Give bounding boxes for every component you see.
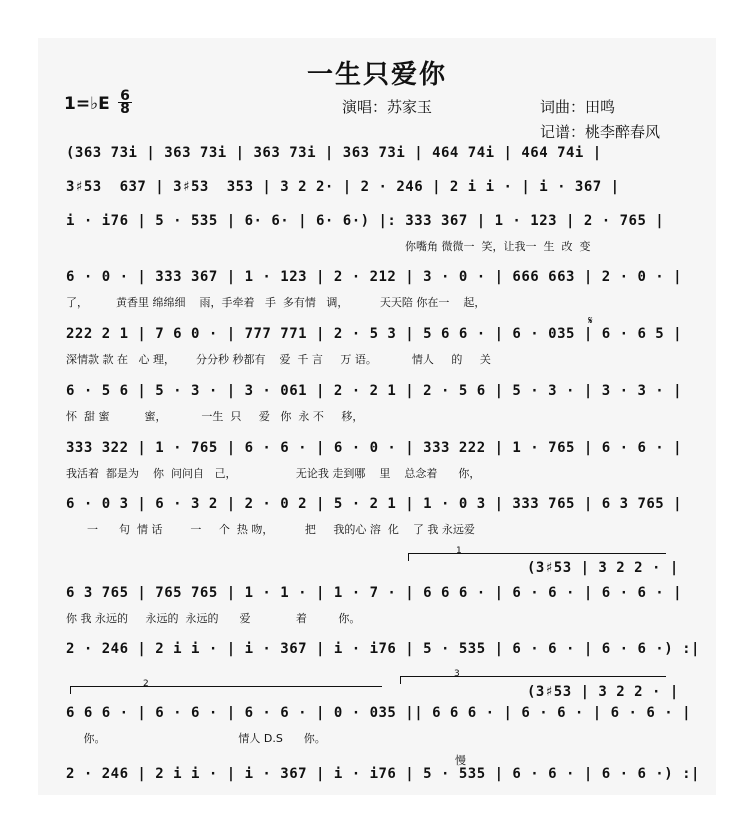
- key-signature: 1=♭E: [64, 94, 110, 114]
- volta-bracket-1: [408, 553, 666, 554]
- notation-line-12: 2 · 246 | 2 i i · | i · 367 | i · i76 | 5 · 535 | 6 · 6 · | 6 · 6 ·) :|: [66, 766, 700, 782]
- volta-number-1: 1: [456, 546, 462, 556]
- transcriber-credit: 记谱：桃李醉春风: [540, 123, 661, 141]
- time-signature: [118, 90, 132, 115]
- notation-line-11: 6 6 6 · | 6 · 6 · | 6 · 6 · | 0 · 035 || 6 6 6 · | 6 · 6 · | 6 · 6 · |: [66, 705, 692, 721]
- song-title: 一生只爱你: [306, 60, 447, 90]
- lyric-line-8: 一 句 情 话 一 个 热 吻， 把 我的心 溶 化 了 我 永远爱: [66, 523, 475, 536]
- lyric-line-9: 你 我 永远的 永远的 永远的 爱 着 你。: [66, 612, 361, 625]
- volta-bracket-2: [70, 686, 382, 687]
- singer-credit: 演唱：苏家玉: [342, 98, 433, 116]
- volta-bracket-1-left: [408, 553, 409, 561]
- segno-sign: 𝄋: [588, 314, 593, 327]
- lyric-line-4: 了， 黄香里 绵绵细 雨，手牵着 手 多有情 调， 天天陪 你在一 起，: [66, 296, 486, 309]
- notation-line-3: i · i76 | 5 · 535 | 6· 6· | 6· 6·) |: 333 367 | 1 · 123 | 2 · 765 |: [66, 213, 665, 229]
- notation-line-2: 3♯53 637 | 3♯53 353 | 3 2 2· | 2 · 246 | 2 i i · | i · 367 |: [66, 179, 620, 195]
- upper-ossia-2: (3♯53 | 3 2 2 · |: [527, 684, 679, 700]
- volta-bracket-3: [400, 676, 666, 677]
- tempo-mark: 慢: [455, 754, 466, 767]
- notation-line-9: 6 3 765 | 765 765 | 1 · 1 · | 1 · 7 · | 6 6 6 · | 6 · 6 · | 6 · 6 · |: [66, 585, 683, 601]
- lyric-line-11: 你。 情人 D.S 你。: [66, 732, 326, 745]
- lyric-line-7: 我活着 都是为 你 问问自 己， 无论我 走到哪 里 总念着 你，: [66, 467, 481, 480]
- upper-ossia-1: (3♯53 | 3 2 2 · |: [527, 560, 679, 576]
- notation-line-5: 222 2 1 | 7 6 0 · | 777 771 | 2 · 5 3 | 5 6 6 · | 6 · 035 | 6 · 6 5 |: [66, 326, 683, 342]
- notation-line-1: (363 73i | 363 73i | 363 73i | 363 73i | 464 74i | 464 74i |: [66, 145, 602, 161]
- meter-numerator: 6: [118, 90, 132, 103]
- lyric-line-6: 怀 甜 蜜 蜜， 一生 只 爱 你 永 不 移，: [66, 410, 364, 423]
- notation-line-4: 6 · 0 · | 333 367 | 1 · 123 | 2 · 212 | 3 · 0 · | 666 663 | 2 · 0 · |: [66, 269, 683, 285]
- volta-bracket-3-left: [400, 676, 401, 684]
- composer-credit: 词曲：田鸣: [540, 98, 616, 116]
- meter-denominator: 8: [120, 101, 130, 117]
- notation-line-7: 333 322 | 1 · 765 | 6 · 6 · | 6 · 0 · | 333 222 | 1 · 765 | 6 · 6 · |: [66, 440, 683, 456]
- lyric-line-3: 你嘴角 微微一 笑，让我一 生 改 变: [405, 240, 591, 253]
- notation-line-6: 6 · 5 6 | 5 · 3 · | 3 · 061 | 2 · 2 1 | 2 · 5 6 | 5 · 3 · | 3 · 3 · |: [66, 383, 683, 399]
- lyric-line-5: 深情款 款 在 心 理， 分分秒 秒都有 爱 千 言 万 语。 情人 的 关: [66, 353, 491, 366]
- notation-line-10: 2 · 246 | 2 i i · | i · 367 | i · i76 | 5 · 535 | 6 · 6 · | 6 · 6 ·) :|: [66, 641, 700, 657]
- volta-bracket-2-left: [70, 686, 71, 694]
- volta-number-3: 3: [454, 669, 460, 679]
- volta-number-2: 2: [143, 679, 149, 689]
- notation-line-8: 6 · 0 3 | 6 · 3 2 | 2 · 0 2 | 5 · 2 1 | 1 · 0 3 | 333 765 | 6 3 765 |: [66, 496, 683, 512]
